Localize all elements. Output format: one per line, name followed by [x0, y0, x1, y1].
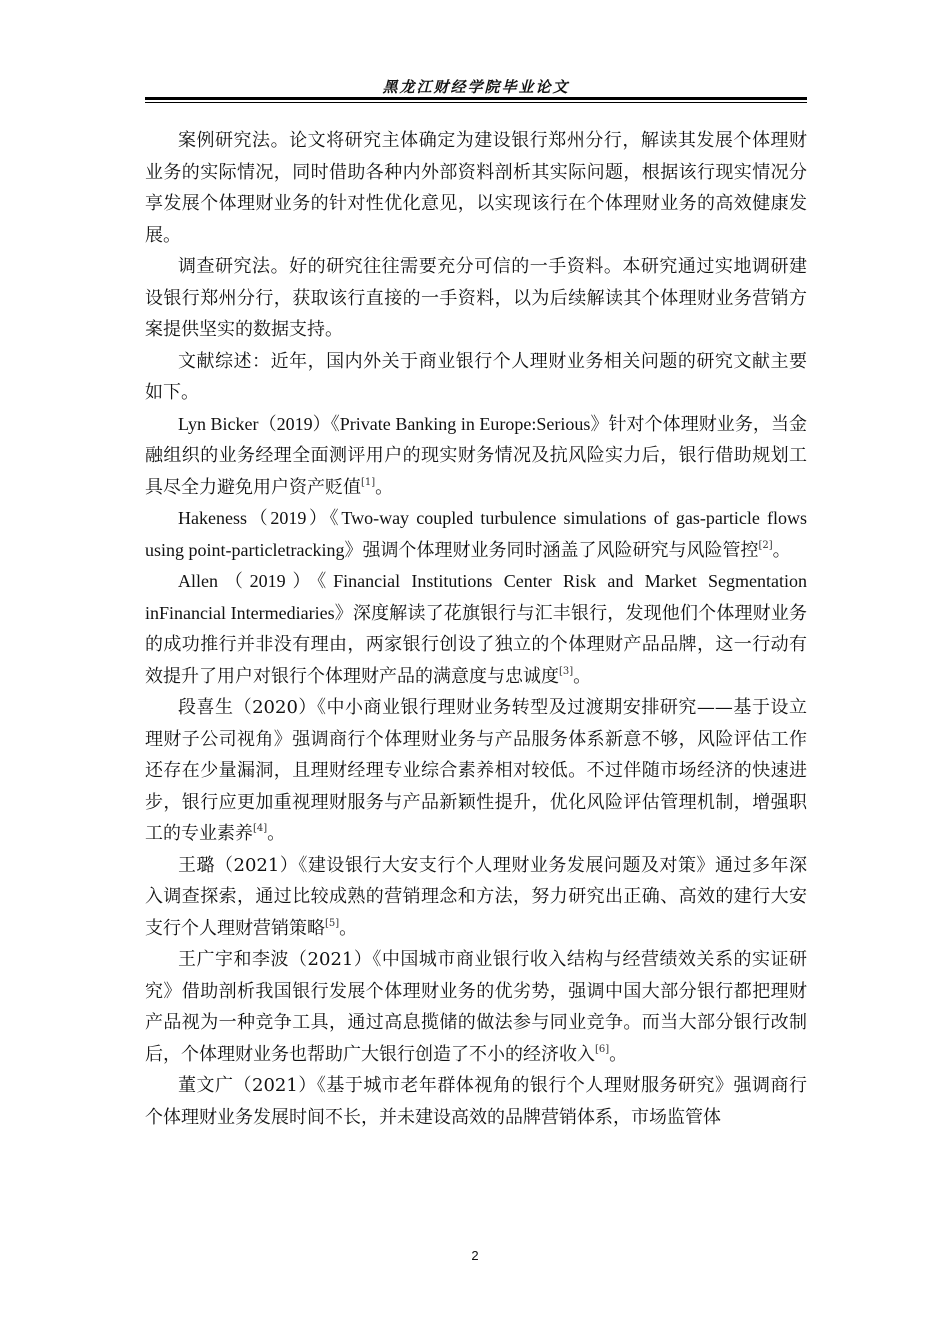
- body-text: [145, 125, 807, 1133]
- paragraph-end: 。: [267, 823, 286, 844]
- paragraph-ref-5: [145, 850, 807, 945]
- paragraph-text: 王璐（2021）《建设银行大安支行个人理财业务发展问题及对策》通过多年深入调查探索，通过比较成熟的营销理念和方法，努力研究出正确、高效的建行大安支行个人理财营销策略: [145, 854, 807, 939]
- paragraph-ref-4: [145, 692, 807, 850]
- paragraph-case-study: [145, 125, 807, 251]
- paragraph-ref-1: [145, 409, 807, 504]
- citation-marker: [3]: [559, 665, 574, 677]
- paragraph-end: 。: [375, 476, 394, 498]
- paragraph-text: 段喜生（2020）《中小商业银行理财业务转型及过渡期安排研究——基于设立理财子公司视角》强调商行个体理财业务与产品服务体系新意不够，风险评估工作还存在少量漏洞，且理财经理专业综合素养相对较低。不过伴随市场经济的快速进步，银行应更加重视理财服务与产品新颖性提升，优化风险评估管理机制，增强职工的专业素养: [145, 697, 807, 844]
- paragraph-text: 王广宇和李波（2021）《中国城市商业银行收入结构与经营绩效关系的实证研究》借助剖析我国银行发展个体理财业务的优劣势，强调中国大部分银行都把理财产品视为一种竞争工具，通过高息揽储的做法参与同业竞争。而当大部分银行改制后，个体理财业务也帮助广大银行创造了不小的经济收入: [145, 949, 807, 1065]
- paragraph-end: 。: [609, 1043, 628, 1065]
- citation-marker: [5]: [325, 917, 340, 929]
- paragraph-text: Hakeness（2019）《Two-way coupled turbulence simulations of gas-particle flows using point-particletracking》强调个体理财业务同时涵盖了风险研究与风险管控: [145, 508, 807, 560]
- paragraph-ref-7: [145, 1070, 807, 1133]
- header-rule-thick: [145, 97, 807, 100]
- paragraph-text: 董文广（2021）《基于城市老年群体视角的银行个人理财服务研究》强调商行个体理财业务发展时间不长，并未建设高效的品牌营销体系，市场监管体: [145, 1075, 807, 1128]
- paragraph-ref-3: [145, 566, 807, 692]
- paragraph-literature-review: [145, 346, 807, 409]
- paragraph-ref-2: [145, 503, 807, 566]
- paragraph-end: 。: [339, 917, 358, 939]
- citation-marker: [1]: [361, 476, 376, 488]
- paragraph-end: 。: [573, 665, 592, 687]
- paragraph-text: Allen（2019）《Financial Institutions Center Risk and Market Segmentation inFinancial Intermediaries》深度解读了花旗银行与汇丰银行，发现他们个体理财业务的成功推行并非没有理由，两家银行创设了独立的个体理财产品品牌，这一行动有效提升了用户对银行个体理财产品的满意度与忠诚度: [145, 571, 807, 686]
- paragraph-text: Lyn Bicker（2019）《Private Banking in Europe:Serious》针对个体理财业务，当金融组织的业务经理全面测评用户的现实财务情况及抗风险实力后，银行借助规划工具尽全力避免用户资产贬值: [145, 413, 807, 497]
- page-header: [145, 72, 807, 106]
- paragraph-text: 案例研究法。论文将研究主体确定为建设银行郑州分行，解读其发展个体理财业务的实际情况，同时借助各种内外部资料剖析其实际问题，根据该行现实情况分享发展个体理财业务的针对性优化意见，以实现该行在个体理财业务的高效健康发展。: [145, 130, 807, 246]
- paragraph-ref-6: [145, 944, 807, 1070]
- citation-marker: [4]: [253, 823, 268, 834]
- header-rule-thin: [145, 102, 807, 103]
- header-title: 黑龙江财经学院毕业论文: [382, 78, 570, 96]
- paragraph-survey: [145, 251, 807, 346]
- paragraph-text: 文献综述：近年，国内外关于商业银行个人理财业务相关问题的研究文献主要如下。: [145, 350, 807, 403]
- citation-marker: [6]: [595, 1043, 610, 1055]
- paragraph-text: 调查研究法。好的研究往往需要充分可信的一手资料。本研究通过实地调研建设银行郑州分行，获取该行直接的一手资料，以为后续解读其个体理财业务营销方案提供坚实的数据支持。: [145, 256, 807, 340]
- page-number: 2: [471, 1248, 479, 1263]
- paragraph-end: 。: [772, 539, 791, 561]
- citation-marker: [2]: [758, 539, 773, 551]
